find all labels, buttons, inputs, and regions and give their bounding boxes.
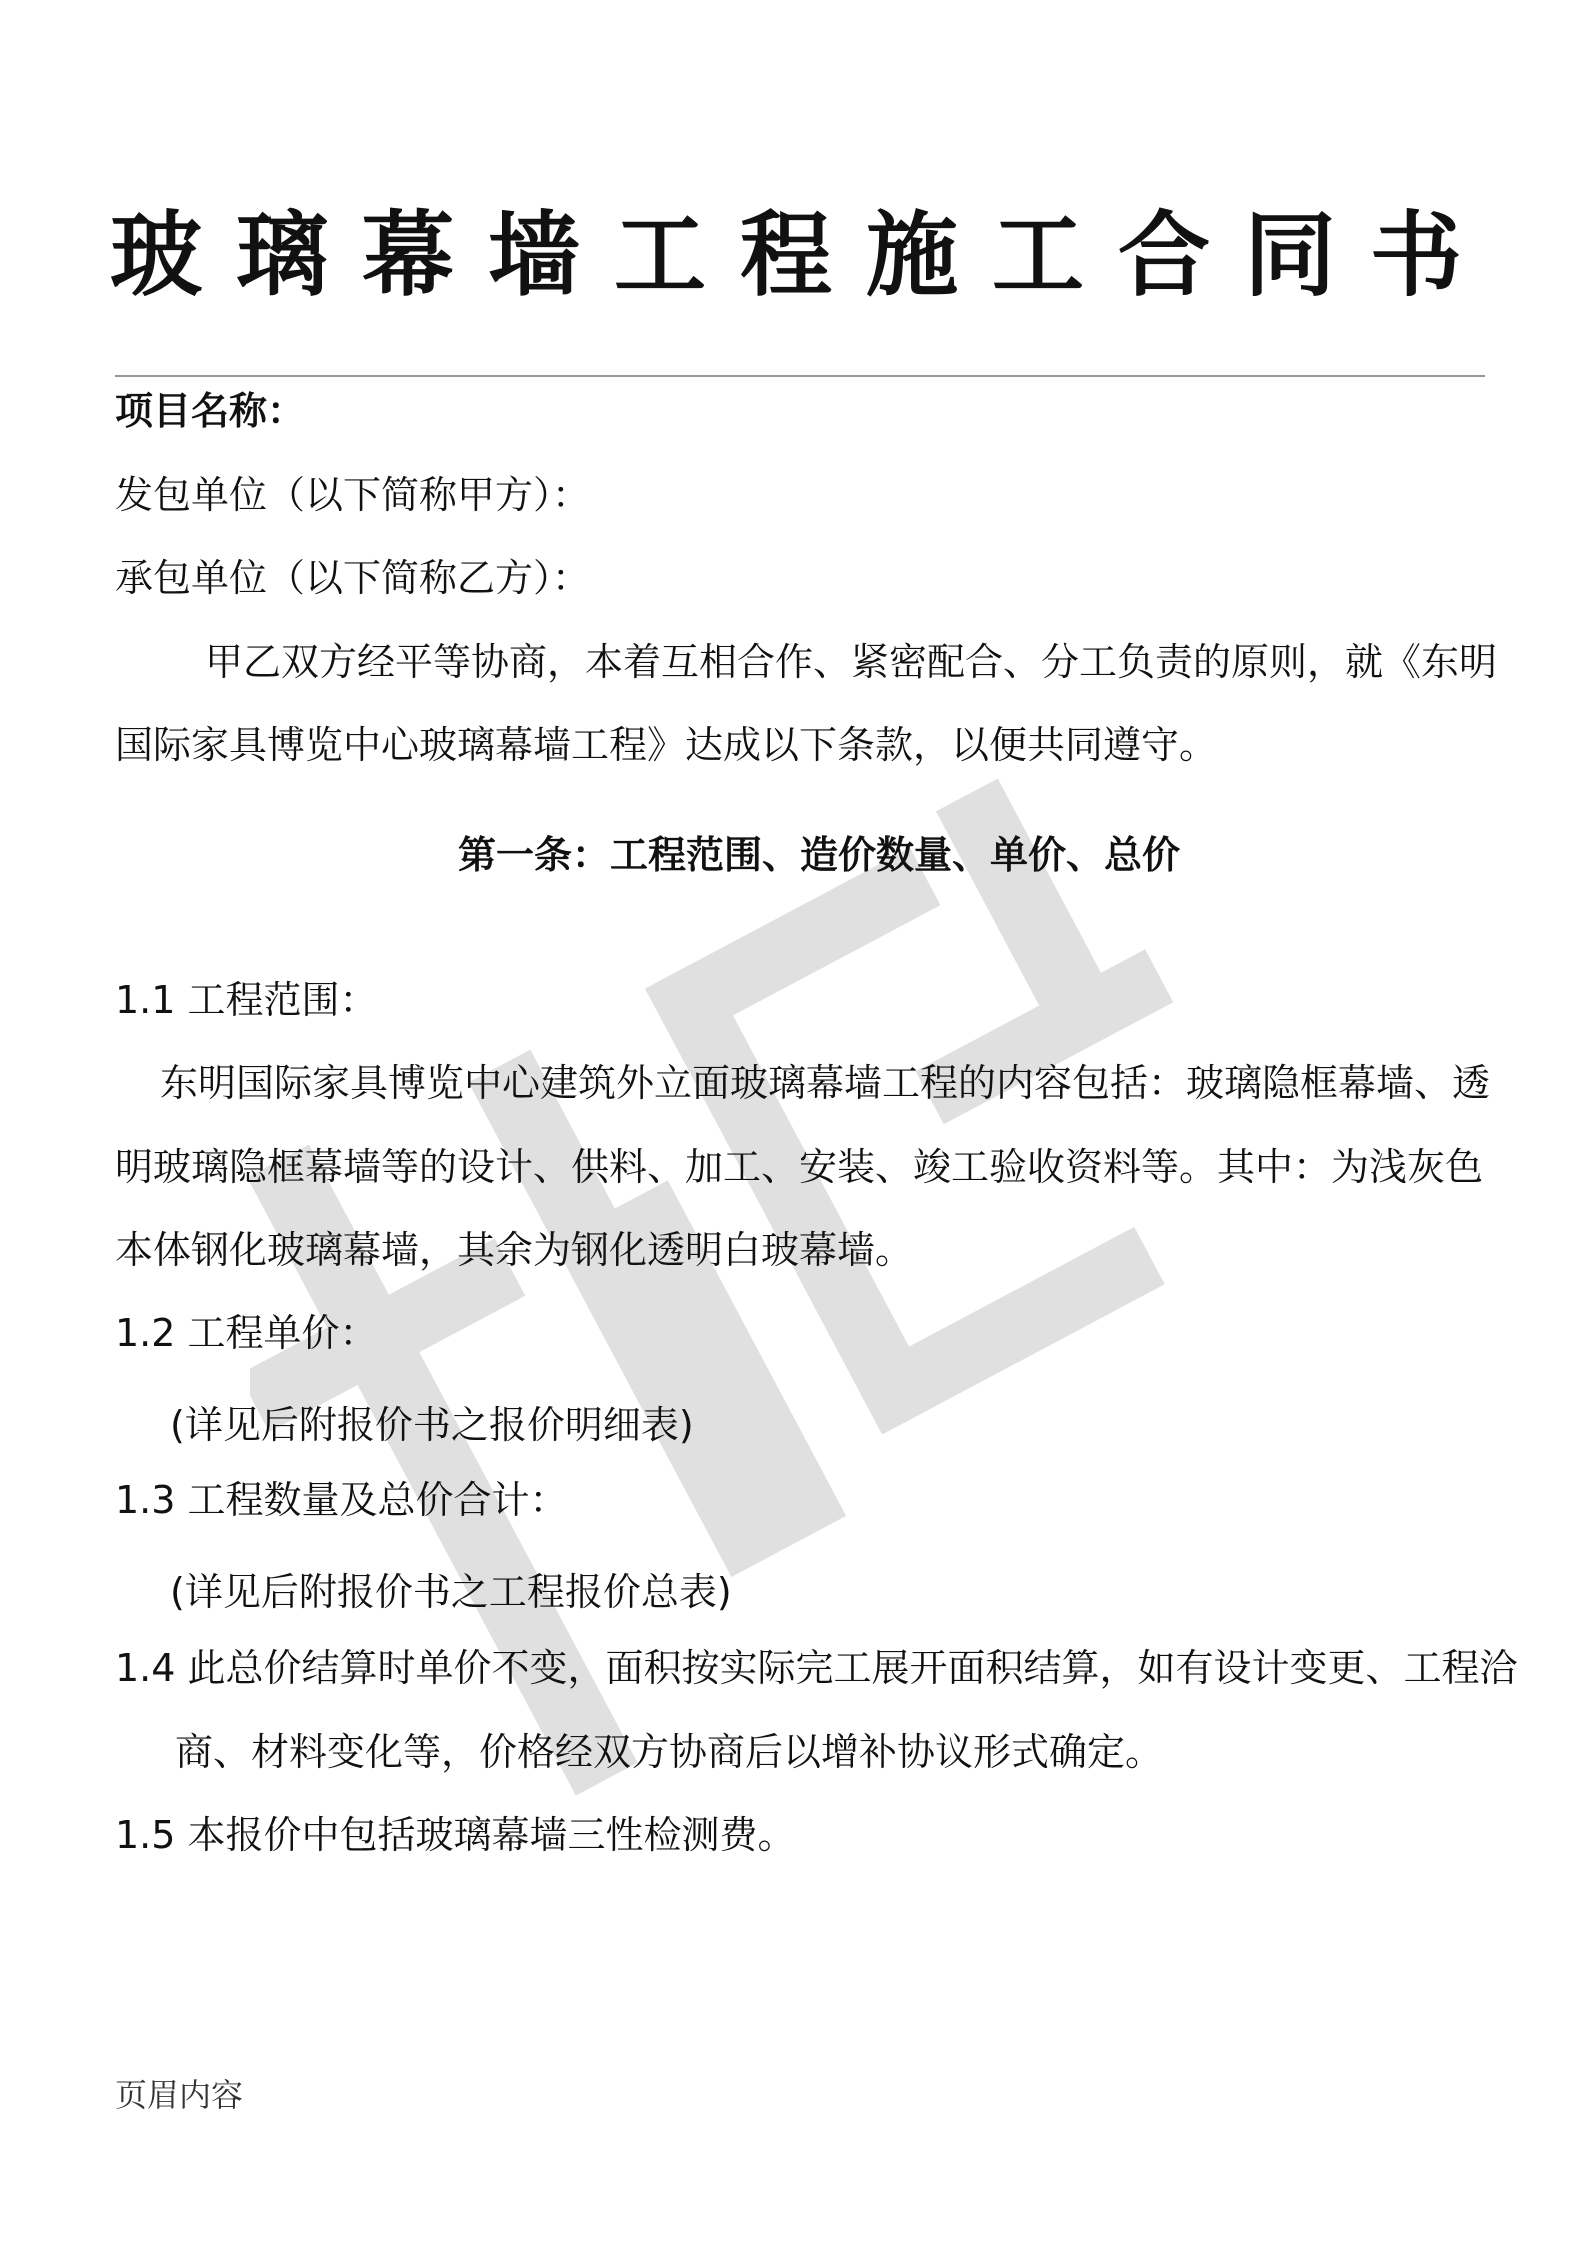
page-header-text: 页眉内容 [115,2076,244,2114]
section-1-3-note: (详见后附报价书之工程报价总表) [170,1570,732,1614]
title-divider [115,375,1485,377]
section-1-1-line-2: 明玻璃隐框幕墙等的设计、供料、加工、安装、竣工验收资料等。其中：为浅灰色 [115,1145,1484,1189]
employer-label: 发包单位（以下简称甲方）： [115,473,591,517]
section-1-1-line-1: 东明国际家具博览中心建筑外立面玻璃幕墙工程的内容包括：玻璃隐框幕墙、透 [160,1061,1491,1105]
section-1-2-note: (详见后附报价书之报价明细表) [170,1403,694,1447]
section-1-1-heading: 1.1 工程范围： [115,978,378,1022]
intro-paragraph-line-2: 国际家具博览中心玻璃幕墙工程》达成以下条款，以便共同遵守。 [115,723,1218,767]
section-1-4-line-1: 1.4 此总价结算时单价不变，面积按实际完工展开面积结算，如有设计变更、工程洽 [115,1646,1518,1690]
section-1-4-line-2: 商、材料变化等，价格经双方协商后以增补协议形式确定。 [175,1730,1164,1774]
section-1-3-heading: 1.3 工程数量及总价合计： [115,1478,568,1522]
project-name-label: 项目名称： [115,389,306,433]
article-1-heading: 第一条：工程范围、造价数量、单价、总价 [458,833,1181,877]
section-1-5-line: 1.5 本报价中包括玻璃幕墙三性检测费。 [115,1813,796,1857]
intro-paragraph-line-1: 甲乙双方经平等协商，本着互相合作、紧密配合、分工负责的原则，就《东明 [205,640,1498,684]
section-1-1-line-3: 本体钢化玻璃幕墙，其余为钢化透明白玻幕墙。 [115,1228,914,1272]
document-title: 玻璃幕墙工程施工合同书 [110,202,1497,309]
section-1-2-heading: 1.2 工程单价： [115,1311,378,1355]
contractor-label: 承包单位（以下简称乙方）： [115,556,591,600]
